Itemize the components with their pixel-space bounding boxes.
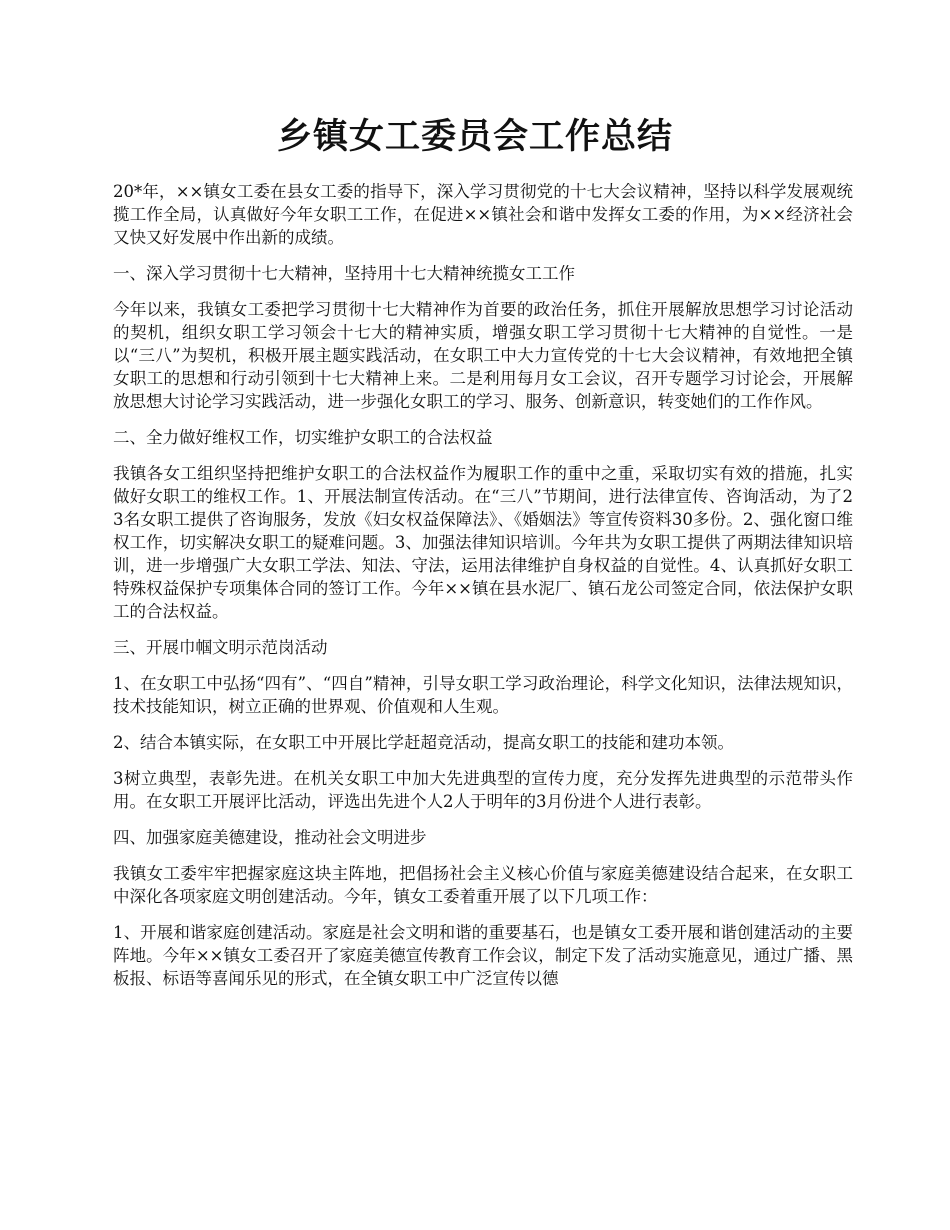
- section-3-item-1: 1、在女职工中弘扬“四有”、“四自”精神，引导女职工学习政治理论，科学文化知识，法律法规知识，技术技能知识，树立正确的世界观、价值观和人生观。: [113, 674, 853, 716]
- page-title: 乡镇女工委员会工作总结: [276, 116, 673, 157]
- section-heading-4: 四、加强家庭美德建设，推动社会文明进步: [113, 828, 427, 847]
- section-heading-3: 三、开展巾帼文明示范岗活动: [113, 638, 328, 657]
- section-1-paragraph: 今年以来，我镇女工委把学习贯彻十七大精神作为首要的政治任务，抓住开展解放思想学习讨论活动的契机，组织女职工学习领会十七大的精神实质，增强女职工学习贯彻十七大精神的自觉性。一是以“三八”为契机，积极开展主题实践活动，在女职工中大力宣传党的十七大会议精神，有效地把全镇女职工的思想和行动引领到十七大精神上来。二是利用每月女工会议，召开专题学习讨论会，开展解放思想大讨论学习实践活动，进一步强化女职工的学习、服务、创新意识，转变她们的工作作风。: [113, 300, 853, 411]
- intro-paragraph: 20*年，××镇女工委在县女工委的指导下，深入学习贯彻党的十七大会议精神，坚持以科学发展观统揽工作全局，认真做好今年女职工工作，在促进××镇社会和谐中发挥女工委的作用，为××经济社会又快又好发展中作出新的成绩。: [113, 182, 853, 247]
- section-3-item-3: 3树立典型，表彰先进。在机关女职工中加大先进典型的宣传力度，充分发挥先进典型的示范带头作用。在女职工开展评比活动，评选出先进个人2人于明年的3月份进个人进行表彰。: [113, 769, 853, 811]
- section-2-paragraph: 我镇各女工组织坚持把维护女职工的合法权益作为履职工作的重中之重，采取切实有效的措施，扎实做好女职工的维权工作。1、开展法制宣传活动。在“三八”节期间，进行法律宣传、咨询活动，为了23名女职工提供了咨询服务，发放《妇女权益保障法》、《婚姻法》等宣传资料30多份。2、强化窗口维权工作，切实解决女职工的疑难问题。3、加强法律知识培训。今年共为女职工提供了两期法律知识培训，进一步增强广大女职工学法、知法、守法，运用法律维护自身权益的自觉性。4、认真抓好女职工特殊权益保护专项集体合同的签订工作。今年××镇在县水泥厂、镇石龙公司签定合同，依法保护女职工的合法权益。: [113, 464, 853, 621]
- document-body: [113, 180, 853, 1003]
- section-4-paragraph: 我镇女工委牢牢把握家庭这块主阵地，把倡扬社会主义核心价值与家庭美德建设结合起来，在女职工中深化各项家庭文明创建活动。今年，镇女工委着重开展了以下几项工作：: [113, 864, 853, 906]
- section-4-item-1: 1、开展和谐家庭创建活动。家庭是社会文明和谐的重要基石，也是镇女工委开展和谐创建活动的主要阵地。今年××镇女工委召开了家庭美德宣传教育工作会议，制定下发了活动实施意见，通过广播、黑板报、标语等喜闻乐见的形式，在全镇女职工中广泛宣传以德: [113, 923, 853, 988]
- section-heading-2: 二、全力做好维权工作，切实维护女职工的合法权益: [113, 428, 493, 447]
- section-3-item-2: 2、结合本镇实际，在女职工中开展比学赶超竞活动，提高女职工的技能和建功本领。: [113, 733, 734, 752]
- section-heading-1: 一、深入学习贯彻十七大精神，坚持用十七大精神统揽女工工作: [113, 264, 575, 283]
